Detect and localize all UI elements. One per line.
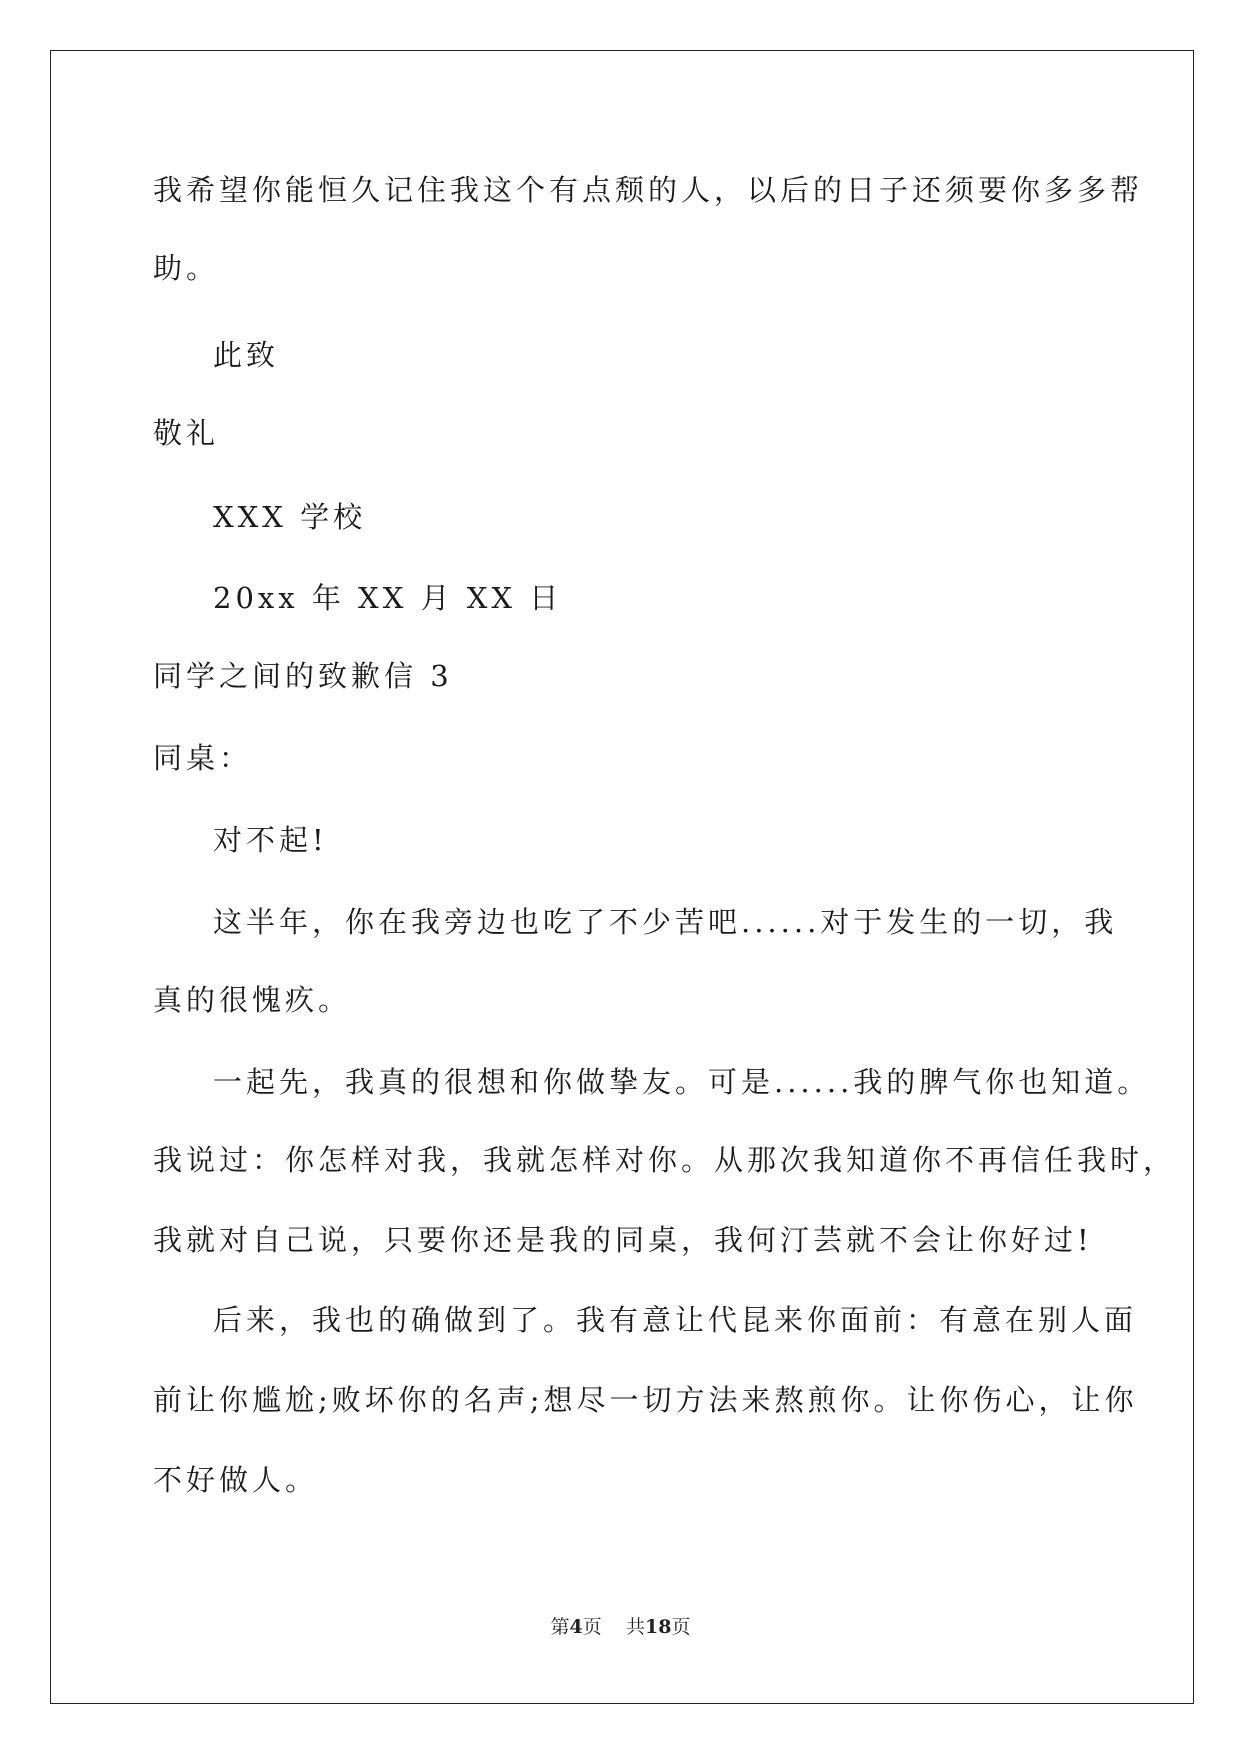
text-line: 助。 (153, 251, 220, 285)
text-line: 对不起! (213, 823, 328, 857)
total-suffix: 页 (671, 1616, 691, 1638)
page-suffix: 页 (582, 1616, 602, 1638)
letter-greeting: 同桌： (153, 741, 253, 775)
text-line: 前让你尴尬;败坏你的名声;想尽一切方法来熬煎你。让你伤心，让你 (153, 1383, 1138, 1417)
section-title: 同学之间的致歉信 3 (153, 659, 453, 693)
text-line: 后来，我也的确做到了。我有意让代昆来你面前：有意在别人面 (213, 1303, 1138, 1337)
page-border (50, 50, 1194, 1704)
closing-salutation: 此致 (213, 338, 280, 372)
text-line: 我说过：你怎样对我，我就怎样对你。从那次我知道你不再信任我时， (153, 1143, 1177, 1177)
page-footer (0, 1612, 1241, 1639)
page-number: 4 (569, 1616, 583, 1638)
total-pages: 18 (644, 1616, 672, 1638)
signature-date: 20xx 年 XX 月 XX 日 (213, 581, 563, 615)
text-line: 我希望你能恒久记住我这个有点颓的人，以后的日子还须要你多多帮 (153, 173, 1144, 207)
text-line: 不好做人。 (153, 1463, 319, 1497)
closing-regards: 敬礼 (153, 416, 220, 450)
page-prefix: 第 (550, 1616, 570, 1638)
text-line: 一起先，我真的很想和你做挚友。可是......我的脾气你也知道。 (213, 1065, 1151, 1099)
text-line: 这半年，你在我旁边也吃了不少苦吧......对于发生的一切，我 (213, 905, 1118, 939)
text-line: 我就对自己说，只要你还是我的同桌，我何汀芸就不会让你好过! (153, 1223, 1093, 1257)
signature-school: XXX 学校 (213, 500, 367, 534)
total-prefix: 共 (625, 1616, 645, 1638)
text-line: 真的很愧疚。 (153, 983, 352, 1017)
